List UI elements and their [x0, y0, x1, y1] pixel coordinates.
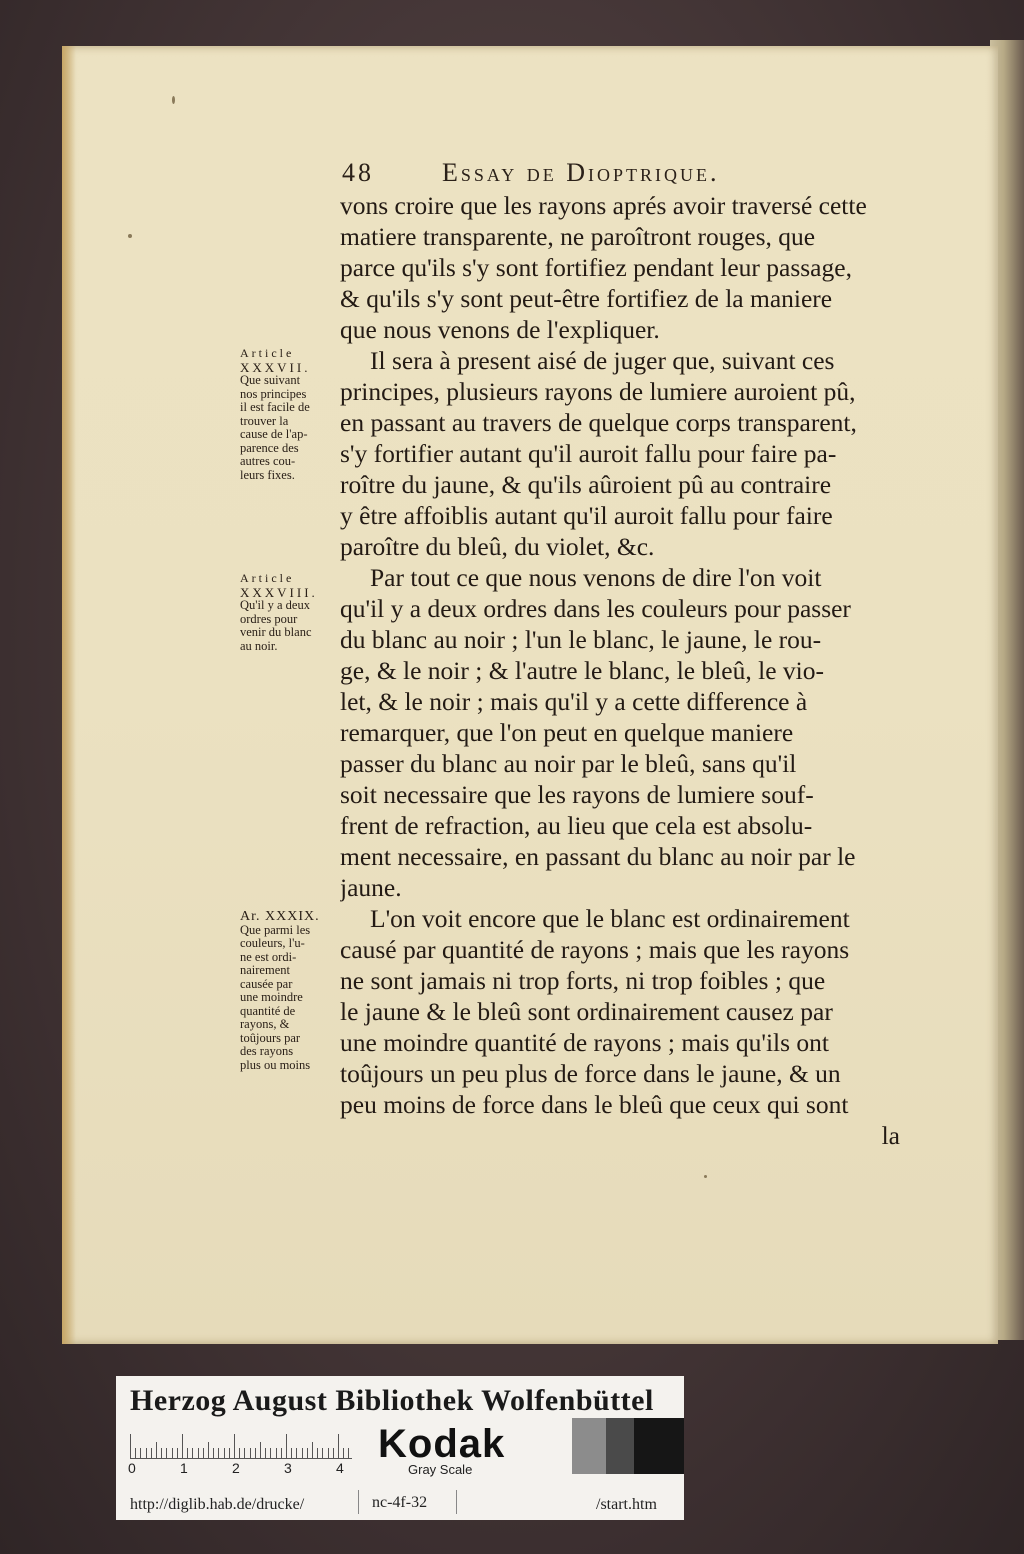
- text-line: Par tout ce que nous venons de dire l'on voit: [370, 563, 822, 592]
- ruler-tick: [156, 1442, 157, 1458]
- paper-speck: [704, 1175, 707, 1178]
- ruler-tick: [234, 1434, 235, 1458]
- ruler-tick: [208, 1442, 209, 1458]
- ruler-tick: [286, 1434, 287, 1458]
- text-line: y être affoiblis autant qu'il auroit fallu pour faire: [340, 501, 833, 530]
- margin-note-line: Qu'il y a deux: [240, 598, 310, 612]
- target-footer: [116, 1484, 684, 1520]
- margin-note-line: cause de l'ap-: [240, 427, 308, 441]
- divider: [358, 1490, 359, 1514]
- ruler-tick: [146, 1448, 147, 1458]
- margin-note-line: rayons, &: [240, 1017, 290, 1031]
- running-head: Essay de Dioptrique.: [442, 158, 720, 187]
- margin-note-line: ne est ordi-: [240, 949, 297, 964]
- margin-note-line: il est facile de: [240, 400, 310, 414]
- ruler-tick: [348, 1448, 349, 1458]
- gray-swatch: [634, 1418, 684, 1474]
- text-line: & qu'ils s'y sont peut-être fortifiez de la maniere: [340, 284, 833, 313]
- paper-speck: [128, 234, 132, 238]
- text-line: let, & le noir ; mais qu'il y a cette difference à: [340, 687, 808, 716]
- text-line: s'y fortifier autant qu'il auroit fallu pour faire pa-: [340, 439, 837, 468]
- kodak-logo: Kodak: [378, 1422, 506, 1466]
- text-line: que nous venons de l'expliquer.: [340, 315, 660, 344]
- ruler-tick: [224, 1448, 225, 1458]
- ruler-tick: [307, 1448, 308, 1458]
- margin-note-line: nairement: [240, 963, 290, 977]
- ruler-label: 4: [336, 1460, 344, 1476]
- ruler-label: 1: [180, 1460, 188, 1476]
- ruler-tick: [203, 1448, 204, 1458]
- paper-speck: [172, 96, 175, 104]
- ruler-label: 0: [128, 1460, 136, 1476]
- ruler-tick: [328, 1448, 329, 1458]
- margin-note-line: couleurs, l'u-: [240, 936, 305, 950]
- margin-note-line: une moindre: [240, 990, 303, 1004]
- digital-library-url: http://diglib.hab.de/drucke/: [130, 1496, 305, 1513]
- ruler-tick: [343, 1448, 344, 1458]
- ruler-label: 2: [232, 1460, 240, 1476]
- text-line: principes, plusieurs rayons de lumiere auroient pû,: [340, 377, 856, 406]
- ruler-tick: [239, 1448, 240, 1458]
- margin-note-line: toûjours par: [240, 1030, 301, 1045]
- ruler-tick: [276, 1448, 277, 1458]
- ruler-tick: [213, 1448, 214, 1458]
- text-line: soit necessaire que les rayons de lumiere souf-: [340, 780, 814, 809]
- margin-note-line: autres cou-: [240, 454, 296, 468]
- body-text: [340, 190, 900, 1151]
- text-line: vons croire que les rayons aprés avoir traversé cette: [340, 191, 867, 220]
- text-line: L'on voit encore que le blanc est ordinairement: [370, 904, 850, 933]
- margin-note-line: Que parmi les: [240, 922, 311, 937]
- text-line: du blanc au noir ; l'un le blanc, le jaune, le rou-: [340, 625, 822, 654]
- margin-note-line: leurs fixes.: [240, 467, 295, 482]
- ruler-tick: [333, 1448, 334, 1458]
- ruler-tick: [250, 1448, 251, 1458]
- library-title: Herzog August Bibliothek Wolfenbüttel: [130, 1384, 654, 1417]
- gray-swatch: [522, 1418, 572, 1474]
- ruler-tick: [151, 1448, 152, 1458]
- ruler-tick: [244, 1448, 245, 1458]
- start-path: /start.htm: [596, 1496, 657, 1513]
- shelf-mark: nc-4f-32: [372, 1494, 428, 1511]
- text-line: matiere transparente, ne paroîtront rouges, que: [340, 222, 816, 251]
- ruler-tick: [198, 1448, 199, 1458]
- text-line: Il sera à present aisé de juger que, suivant ces: [370, 346, 835, 375]
- text-line: toûjours un peu plus de force dans le jaune, & un: [340, 1059, 841, 1088]
- ruler-tick: [317, 1448, 318, 1458]
- text-line: frent de refraction, au lieu que cela est absolu-: [340, 811, 813, 840]
- ruler-tick: [270, 1448, 271, 1458]
- text-line: roître du jaune, & qu'ils aûroient pû au contraire: [340, 470, 832, 499]
- margin-note-label: Ar. XXXIX.: [240, 909, 320, 924]
- ruler-tick: [135, 1448, 136, 1458]
- text-line: le jaune & le bleû sont ordinairement causez par: [340, 997, 833, 1026]
- text-line: en passant au travers de quelque corps transparent,: [340, 408, 857, 437]
- text-line: paroître du bleû, du violet, &c.: [340, 532, 655, 561]
- margin-note-line: quantité de: [240, 1003, 296, 1018]
- catchword: la: [881, 1121, 900, 1150]
- ruler-tick: [229, 1448, 230, 1458]
- ruler-tick: [296, 1448, 297, 1458]
- text-line: remarquer, que l'on peut en quelque maniere: [340, 718, 794, 747]
- ruler-tick: [255, 1448, 256, 1458]
- ruler-tick: [172, 1448, 173, 1458]
- gray-swatches: [522, 1418, 684, 1474]
- scan-color-target: [116, 1376, 684, 1520]
- text-line: qu'il y a deux ordres dans les couleurs pour passer: [340, 594, 851, 623]
- text-line: passer du blanc au noir par le bleû, sans qu'il: [340, 749, 797, 778]
- text-line: ment necessaire, en passant du blanc au noir par le: [340, 842, 856, 871]
- margin-note-label: Article: [240, 571, 295, 585]
- margin-note-label: Article: [240, 346, 295, 360]
- margin-note-line: causée par: [240, 976, 293, 991]
- margin-note-line: parence des: [240, 440, 299, 455]
- ruler-tick: [187, 1448, 188, 1458]
- margin-note-line: venir du blanc: [240, 625, 312, 639]
- gray-swatch: [572, 1418, 606, 1474]
- text-line: causé par quantité de rayons ; mais que les rayons: [340, 935, 850, 964]
- ruler-tick: [161, 1448, 162, 1458]
- text-line: parce qu'ils s'y sont fortifiez pendant leur passage,: [340, 253, 852, 282]
- ruler-label: 3: [284, 1460, 292, 1476]
- ruler-tick: [291, 1448, 292, 1458]
- scale-ruler: [130, 1432, 352, 1459]
- ruler-tick: [312, 1442, 313, 1458]
- margin-note-article-39: [240, 910, 348, 1072]
- margin-note-article-38: [240, 572, 348, 653]
- margin-note-number: XXXVII.: [240, 359, 311, 375]
- text-line: une moindre quantité de rayons ; mais qu'ils ont: [340, 1028, 830, 1057]
- margin-note-line: au noir.: [240, 638, 278, 653]
- ruler-tick: [182, 1434, 183, 1458]
- text-line: jaune.: [340, 873, 402, 902]
- margin-note-number: XXXVIII.: [240, 584, 318, 600]
- text-line: peu moins de force dans le bleû que ceux qui sont: [340, 1090, 849, 1119]
- margin-note-line: des rayons: [240, 1044, 294, 1058]
- ruler-tick: [177, 1448, 178, 1458]
- ruler-tick: [130, 1434, 131, 1458]
- margin-note-line: trouver la: [240, 413, 289, 428]
- ruler-tick: [302, 1448, 303, 1458]
- divider: [456, 1490, 457, 1514]
- ruler-tick: [140, 1448, 141, 1458]
- margin-note-line: nos principes: [240, 386, 307, 401]
- ruler-tick: [322, 1448, 323, 1458]
- gray-scale-label: Gray Scale: [408, 1462, 473, 1477]
- margin-note-line: Que suivant: [240, 373, 301, 387]
- ruler-tick: [192, 1448, 193, 1458]
- margin-note-line: plus ou moins: [240, 1057, 311, 1072]
- page-header: [342, 158, 902, 188]
- text-line: ne sont jamais ni trop forts, ni trop foibles ; que: [340, 966, 826, 995]
- text-line: ge, & le noir ; & l'autre le blanc, le bleû, le vio-: [340, 656, 824, 685]
- ruler-tick: [260, 1442, 261, 1458]
- ruler-tick: [338, 1434, 339, 1458]
- page-gutter-shadow: [62, 46, 76, 1344]
- ruler-tick: [166, 1448, 167, 1458]
- page-number: 48: [342, 158, 374, 187]
- gray-swatch: [606, 1418, 634, 1474]
- ruler-tick: [218, 1448, 219, 1458]
- ruler-tick: [265, 1448, 266, 1458]
- ruler-tick: [281, 1448, 282, 1458]
- margin-note-line: ordres pour: [240, 611, 298, 626]
- margin-note-article-37: [240, 347, 348, 482]
